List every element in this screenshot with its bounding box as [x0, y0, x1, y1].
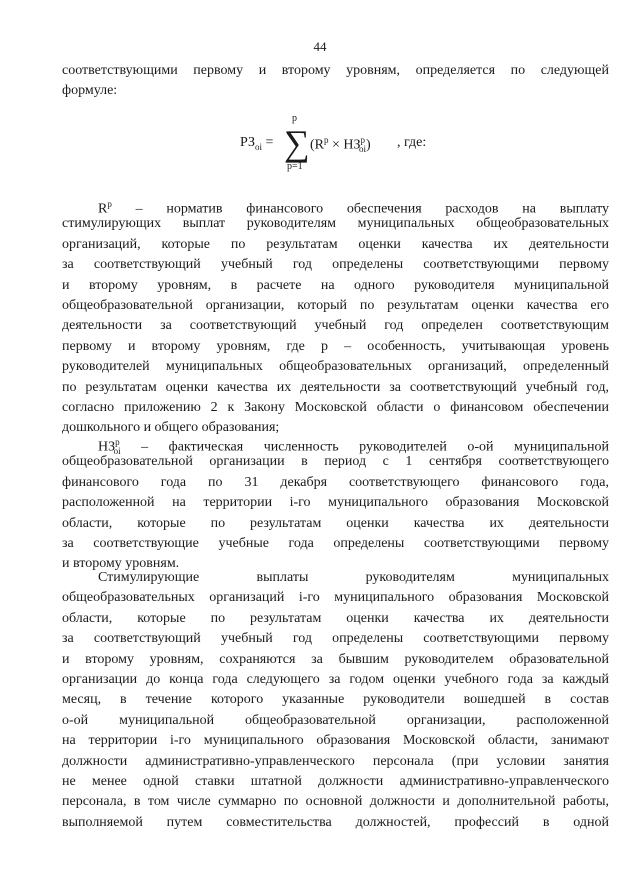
text-line: и второму уровням, сохраняются за бывшим руководителем образовательной	[62, 651, 609, 667]
formula-body: $(R^p \times НЗ^p_{oi})$	[310, 135, 371, 155]
text-line: не менее одной ставки штатной должности административно-управленческого	[62, 773, 609, 789]
text-line: за соответствующий учебный год определены соответствующими первому	[62, 257, 609, 273]
text-line: выполняемой путем совместительства должностей, профессий в одной	[62, 814, 609, 830]
text-line: общеобразовательной организации, который по результатам оценки качества его	[62, 297, 609, 313]
text-line: руководителей муниципальных общеобразовательных организаций, определенный	[62, 359, 609, 375]
text-line: месяц, в течение которого указанные руководители вошедшей в состав	[62, 692, 609, 708]
text-line: $НЗ^p_{oi}$ – фактическая численность руководителей о-ой муниципальной	[98, 437, 609, 457]
sum-lower-limit: p=1	[287, 161, 303, 172]
definition-nz	[62, 432, 609, 575]
sum-upper-limit: p	[292, 113, 297, 124]
text-line: Стимулирующие выплаты руководителям муниципальных	[98, 570, 609, 585]
text-line: по результатам оценки качества их деятельности за соответствующий учебный год,	[62, 379, 609, 395]
text-line: стимулирующих выплат руководителям муниципальных общеобразовательных	[62, 216, 609, 232]
text-line: финансового года по 31 декабря соответствующего финансового года,	[62, 474, 609, 490]
text-line: организаций, которые по результатам оценки качества их деятельности	[62, 236, 609, 252]
text-line: за соответствующие учебные года определены соответствующими первому	[62, 535, 609, 551]
text-line: и второму уровням.	[62, 556, 180, 572]
definition-rp	[62, 194, 609, 439]
text-line: персонала, в том числе суммарно по основной должности и дополнительной работы,	[62, 794, 609, 810]
text-line: за соответствующий учебный год определены соответствующими первому	[62, 631, 609, 647]
text-line: области, которые по результатам оценки качества их деятельности	[62, 610, 609, 626]
formula-suffix: , где:	[397, 135, 427, 150]
formula-lhs: $РЗ_{oi}$ =	[240, 135, 274, 152]
text-line: общеобразовательной организации в период с 1 сентября соответствующего	[62, 454, 609, 470]
stimulus-paragraph	[62, 568, 609, 833]
text-line: области, которые по результатам оценки качества их деятельности	[62, 515, 609, 531]
text-line: дошкольного и общего образования;	[62, 420, 280, 436]
text-line: формуле:	[62, 83, 118, 99]
text-line: согласно приложению 2 к Закону Московской области о финансовом обеспечении	[62, 399, 609, 415]
text-line: и второму уровням, в расчете на одного руководителя муниципальной	[62, 277, 609, 293]
text-line: должности административно-управленческого персонала (при условии занятия	[62, 753, 609, 769]
text-line: на территории i-го муниципального образования Московской области, занимают	[62, 733, 609, 749]
text-line: расположенной на территории i-го муниципального образования Московской	[62, 495, 609, 511]
formula	[0, 113, 640, 175]
page-number: 44	[313, 39, 327, 54]
intro-paragraph	[62, 61, 609, 102]
text-line: первому и второму уровням, где р – особенность, учитывающая уровень	[62, 338, 609, 354]
text-line: $R^p$ – норматив финансового обеспечения расходов на выплату	[98, 199, 609, 217]
sum-symbol: ∑	[284, 123, 310, 163]
text-line: соответствующими первому и второму уровням, определяется по следующей	[62, 63, 609, 78]
text-line: организации до конца года следующего за годом оценки учебного года за каждый	[62, 671, 609, 687]
text-line: о-ой муниципальной общеобразовательной организации, расположенной	[62, 712, 609, 728]
text-line: деятельности за соответствующий учебный год определен соответствующим	[62, 318, 609, 334]
text-line: общеобразовательных организаций i-го муниципального образования Московской	[62, 590, 609, 606]
